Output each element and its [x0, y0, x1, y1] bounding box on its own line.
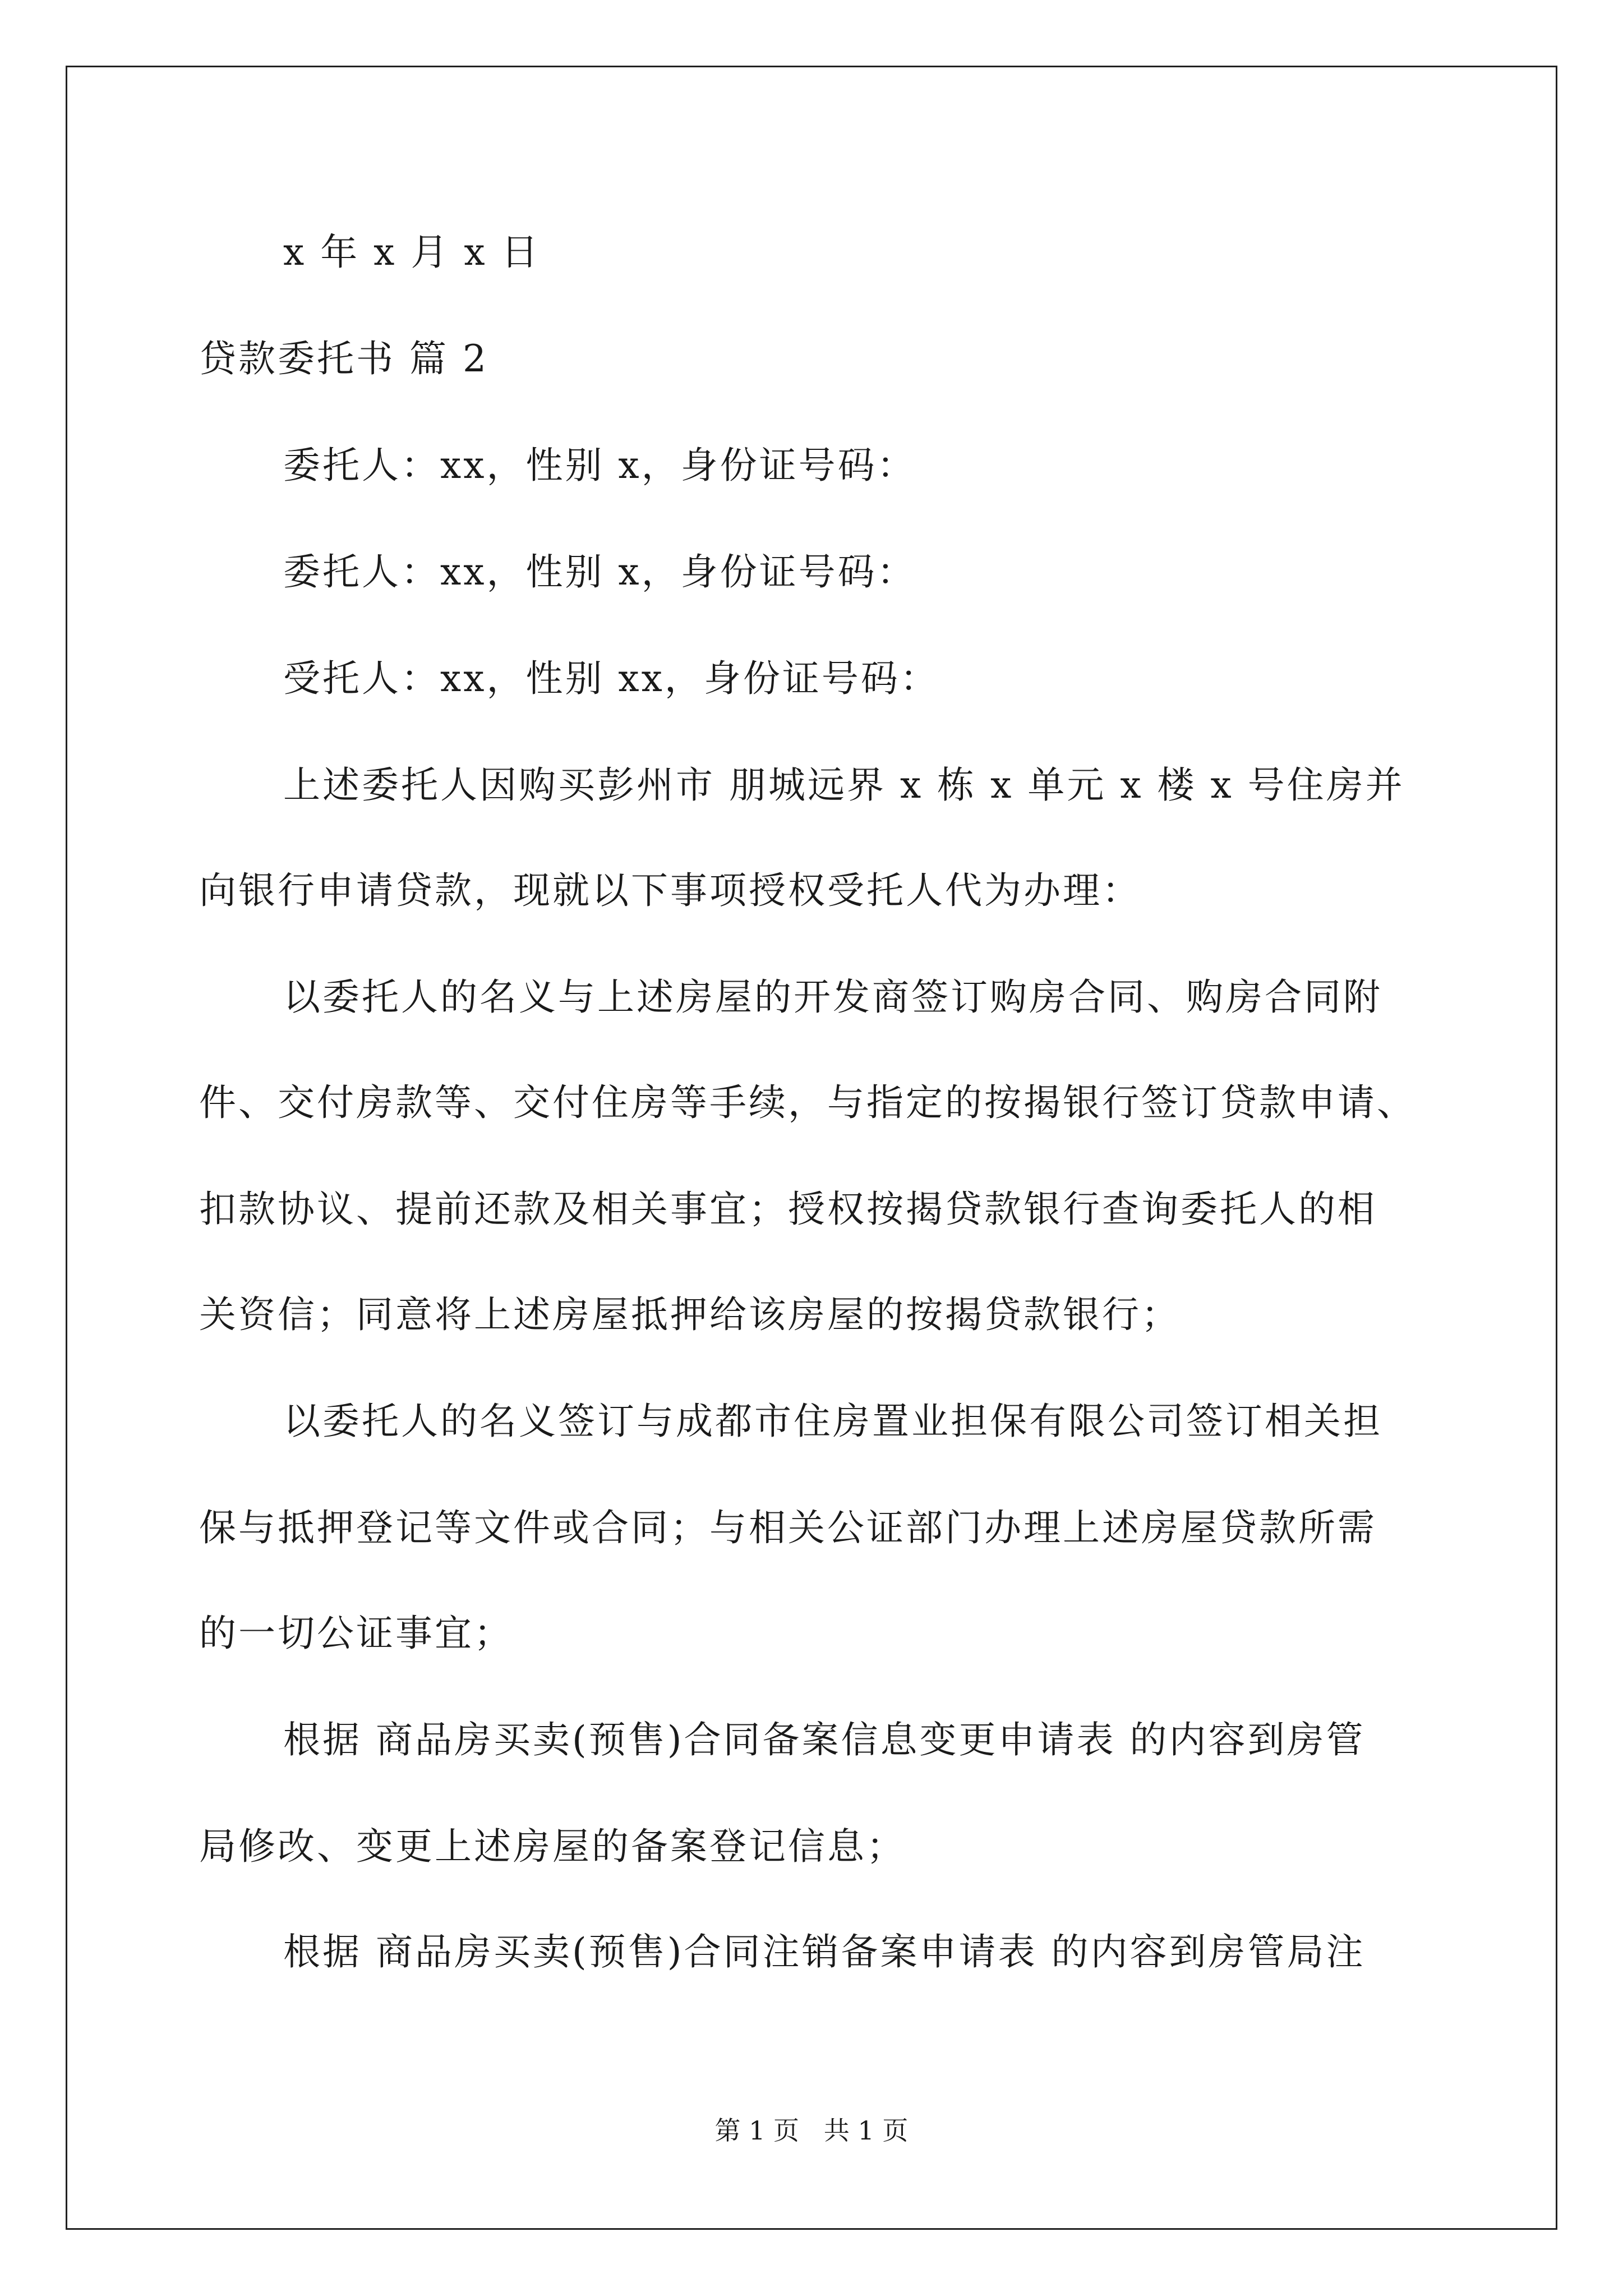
paragraph-line: 局修改、变更上述房屋的备案登记信息； — [199, 1825, 906, 1868]
date-line: x 年 x 月 x 日 — [283, 231, 541, 274]
paragraph-line: 的一切公证事宜； — [199, 1612, 513, 1655]
paragraph-line: 以委托人的名义签订与成都市住房置业担保有限公司签订相关担 — [283, 1400, 1382, 1443]
principal-line-1: 委托人：xx，性别 x，身份证号码： — [283, 444, 916, 487]
paragraph-line: 根据 商品房买卖(预售)合同备案信息变更申请表 的内容到房管 — [283, 1718, 1366, 1761]
principal-line-2: 委托人：xx，性别 x，身份证号码： — [283, 550, 916, 593]
paragraph-line: 以委托人的名义与上述房屋的开发商签订购房合同、购房合同附 — [283, 976, 1382, 1019]
paragraph-line: 保与抵押登记等文件或合同；与相关公证部门办理上述房屋贷款所需 — [199, 1506, 1377, 1549]
page-border — [66, 66, 1557, 2230]
paragraph-line: 根据 商品房买卖(预售)合同注销备案申请表 的内容到房管局注 — [283, 1930, 1366, 1973]
paragraph-line: 件、交付房款等、交付住房等手续，与指定的按揭银行签订贷款申请、 — [199, 1081, 1416, 1124]
section-heading: 贷款委托书 篇 2 — [199, 337, 488, 380]
agent-line: 受托人：xx，性别 xx，身份证号码： — [283, 657, 939, 700]
page-footer: 第 1 页 共 1 页 — [714, 2115, 909, 2146]
paragraph-line: 关资信；同意将上述房屋抵押给该房屋的按揭贷款银行； — [199, 1293, 1181, 1336]
paragraph-line: 向银行申请贷款，现就以下事项授权受托人代为办理： — [199, 869, 1141, 912]
paragraph-line: 扣款协议、提前还款及相关事宜；授权按揭贷款银行查询委托人的相 — [199, 1188, 1377, 1231]
paragraph-line: 上述委托人因购买彭州市 朋城远界 x 栋 x 单元 x 楼 x 号住房并 — [283, 763, 1405, 807]
